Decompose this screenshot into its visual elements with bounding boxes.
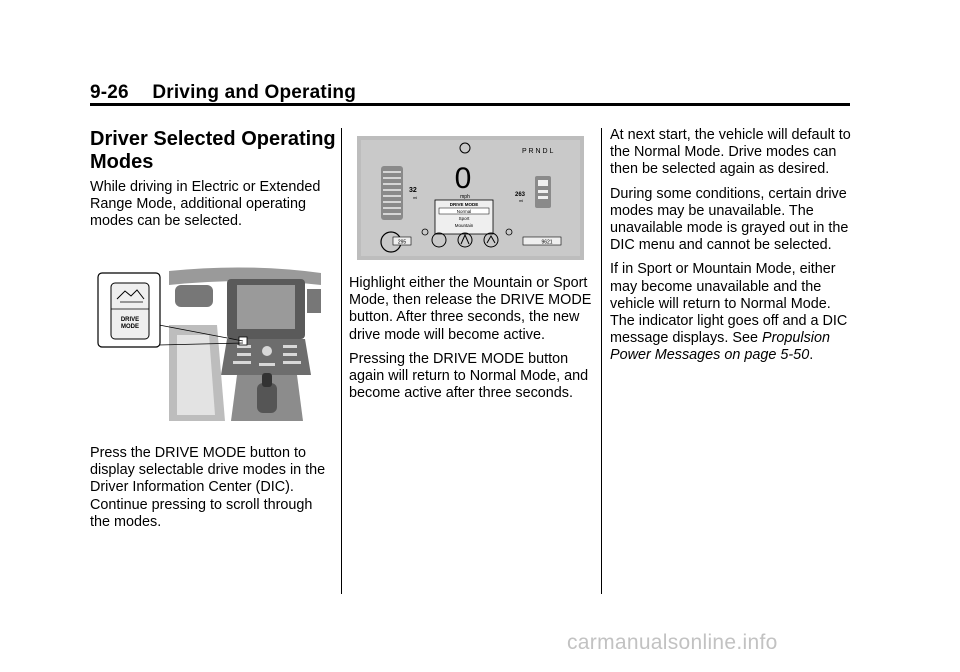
highlight-paragraph: Highlight either the Mountain or Sport Mode, then release the DRIVE MODE button. After three seconds, the new drive mode will become active. [349,275,592,343]
column-divider-1 [341,128,342,594]
watermark: carmanualsonline.info [567,631,778,654]
button-label-mode: MODE [121,324,139,330]
unavailable-paragraph: During some conditions, certain drive modes may be unavailable. The unavailable mode is grayed out in the DIC menu and cannot be selected. [610,185,849,254]
cross-reference-link[interactable]: Propulsion Power Messages on page 5-50 [610,330,830,364]
intro-paragraph: While driving in Electric or Extended Range Mode, additional operating modes can be selected. [90,179,321,230]
column-3 [610,127,855,372]
speed-value: 0 [454,162,472,195]
right-range-value: 263 [515,192,526,198]
column-1-press [90,445,335,538]
next-start-paragraph: At next start, the vehicle will default to the Normal Mode. Drive modes can then be selected again as desired. [610,127,851,178]
gear-indicator: P R N D L [522,148,554,155]
button-label-drive: DRIVE [120,317,140,323]
page-header [90,82,356,104]
section-title: Driving and Operating [152,82,357,103]
left-range-value: 32 [409,187,417,194]
dic-menu-normal: Normal [456,209,472,214]
column-2 [349,275,599,409]
sport-mountain-paragraph [610,261,855,364]
instrument-cluster-illustration [357,136,584,260]
bottom-right-value: 9621 [541,239,553,246]
dic-menu-title: DRIVE MODE [449,202,479,207]
section-number: 9-26 [90,82,129,103]
press-paragraph: Press the DRIVE MODE button to display selectable drive modes in the Driver Information Center (DIC). Continue pressing to scroll through the modes. [90,445,326,530]
column-divider-2 [601,128,602,594]
section-heading: Driver Selected Operating Modes [90,128,336,173]
header-rule [90,103,850,106]
bottom-left-value: 295 [397,239,407,246]
column-1-intro [90,179,335,238]
speed-unit: mph [460,194,470,200]
dic-menu-mountain: Mountain [454,223,474,228]
dic-menu-sport: Sport [458,216,470,221]
sentence-end: . [809,347,814,364]
drive-mode-button-illustration [97,265,323,421]
right-range-unit: mi [519,198,524,203]
sport-mountain-text: If in Sport or Mountain Mode, either may become unavailable and the vehicle will return to Normal Mode. The indicator light goes off and a DIC message displays. See [610,261,848,347]
left-range-unit: mi [413,195,418,200]
pressing-again-paragraph: Pressing the DRIVE MODE button again will return to Normal Mode, and become active after three seconds. [349,350,589,402]
